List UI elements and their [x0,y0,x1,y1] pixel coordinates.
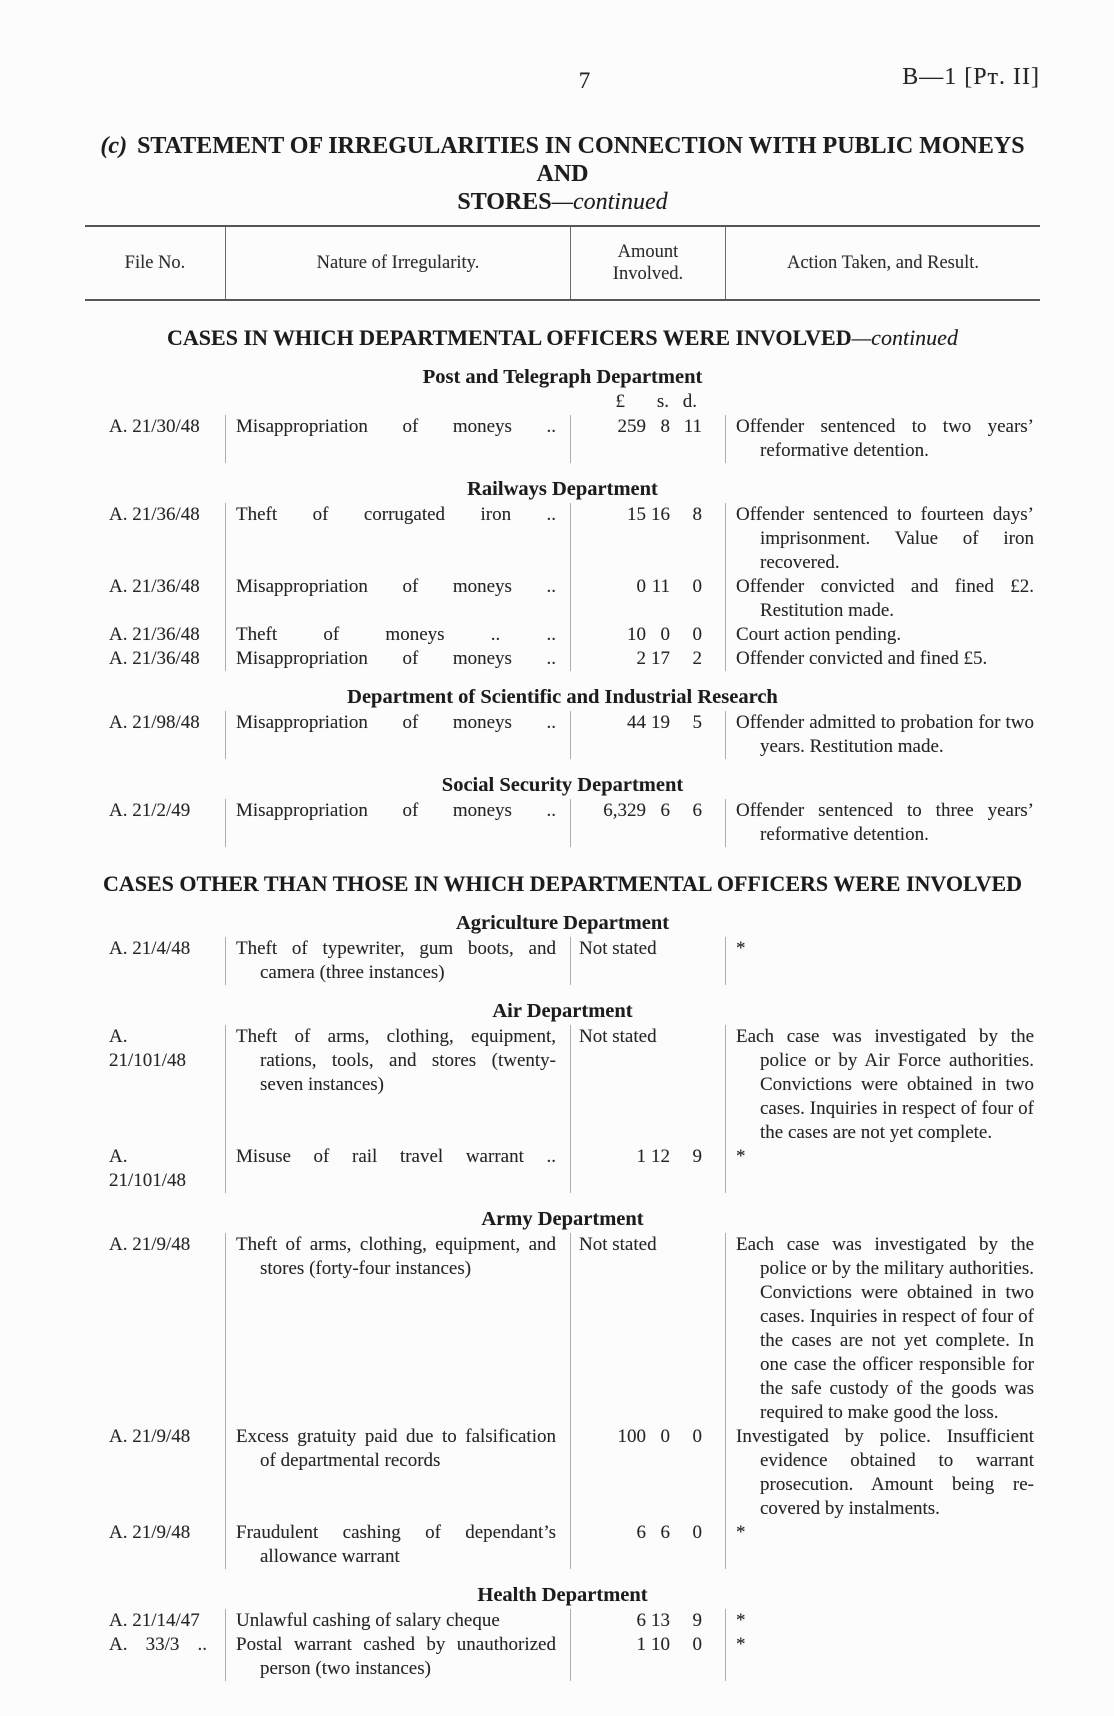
amount-pounds: 44 [627,712,646,733]
amount-pence: 8 [692,504,702,525]
file-no-cell: A. 21/36/48 [109,576,200,597]
amount-cell [570,937,725,985]
table-row [85,711,1040,759]
file-no-cell: A. 21/101/48 [109,1146,187,1191]
file-no-cell: A. 21/9/48 [109,1426,191,1447]
column-header-amount-line2: Involved. [612,264,684,284]
nature-cell: Theft of arms, clothing, equipment, and stores (forty-four instances) [225,1233,570,1425]
document-reference: B—1 [Pᴛ. II] [902,64,1040,90]
column-header-nature-label: Nature of Irregularity. [316,253,480,273]
table-row [85,503,1040,575]
action-cell: Offender convicted and fined £5. [725,647,1040,671]
column-header-file-no: File No. [124,253,186,273]
action-cell: Each case was investigated by the police or by Air Force authorities. Convictions were obtained in two cases. Inquiries in respect of four of the cases are not yet complete. [725,1025,1040,1145]
section-heading-text: CASES IN WHICH DEPARTMENTAL OFFICERS WERE INVOLVED [167,325,852,350]
nature-cell: Misappropriation of moneys .. [225,711,570,759]
column-header-action-label: Action Taken, and Result. [786,253,980,273]
section-heading [85,871,1040,897]
page-number: 7 [578,68,591,93]
title-text: STATEMENT OF IRREGULARITIES IN CONNECTION WITH PUBLIC MONEYS AND [137,133,1025,187]
statement-title-line1 [85,132,1040,188]
amount-pence: 5 [692,712,702,733]
amount-pounds: 0 [636,576,646,597]
nature-cell: Misuse of rail travel warrant .. [225,1145,570,1193]
amount-pence: 9 [692,1146,702,1167]
amount-shillings: 0 [660,624,670,645]
amount-shillings: 17 [651,648,670,669]
table-row [85,937,1040,985]
department-heading: Railways Department [467,478,658,500]
amount-pence: 6 [692,800,702,821]
column-header-amount [570,227,725,299]
amount-cell [570,1633,725,1681]
file-no-cell: A. 21/14/47 [109,1610,200,1631]
department-heading: Department of Scientific and Industrial Research [347,686,778,708]
nature-cell: Misappropriation of moneys .. [225,575,570,623]
amount-pence: 0 [692,1522,702,1543]
file-no-cell: A. 21/2/49 [109,800,191,821]
currency-header-row [85,391,1040,415]
amount-shillings: 16 [651,504,670,525]
column-header-nature [225,227,570,299]
table-header-row [85,225,1040,301]
table-row [85,1025,1040,1145]
amount-shillings: 19 [651,712,670,733]
nature-cell: Excess gratuity paid due to falsification of departmental records [225,1425,570,1521]
action-cell: * [725,937,1040,985]
statement-title-line2 [85,188,1040,216]
amount-shillings: 10 [651,1634,670,1655]
amount-pence: 11 [683,416,702,437]
column-header-action [725,227,1040,299]
title-continued: —continued [551,189,668,215]
nature-cell: Misappropriation of moneys .. [225,647,570,671]
department-heading: Agriculture Department [455,912,670,934]
amount-shillings: 6 [660,1522,670,1543]
amount-cell [570,1233,725,1425]
amount-cell [570,711,725,759]
pounds-symbol: £ [615,391,625,412]
amount-not-stated: Not stated [579,938,657,959]
file-no-cell: A. 21/98/48 [109,712,200,733]
file-no-cell: A. 21/9/48 [109,1234,191,1255]
amount-cell [570,1521,725,1569]
file-no-cell: A. 21/4/48 [109,938,191,959]
table-row [85,1145,1040,1193]
amount-shillings: 8 [660,416,670,437]
amount-cell [570,415,725,463]
table-row [85,1521,1040,1569]
action-cell: * [725,1633,1040,1681]
amount-pounds: 1 [636,1634,646,1655]
action-cell: * [725,1521,1040,1569]
file-no-cell: A. 33/3 .. [109,1634,207,1655]
currency-spacer-action [725,391,1040,415]
amount-shillings: 0 [660,1426,670,1447]
department-heading: Army Department [481,1208,644,1230]
amount-pounds: 100 [617,1426,646,1447]
table-row [85,1425,1040,1521]
column-header-amount-line1: Amount [617,242,679,262]
amount-cell [570,1425,725,1521]
amount-pence: 0 [692,576,702,597]
amount-pounds: 6 [636,1522,646,1543]
amount-pounds: 6 [636,1610,646,1631]
amount-cell [570,623,725,647]
amount-cell [570,1025,725,1145]
file-no-cell: A. 21/9/48 [109,1522,191,1543]
nature-cell: Theft of arms, clothing, equipment, rations, tools, and stores (twenty-seven instances) [225,1025,570,1145]
nature-cell: Misappropriation of moneys .. [225,799,570,847]
table-row [85,623,1040,647]
amount-cell [570,799,725,847]
nature-cell: Theft of corrugated iron .. [225,503,570,575]
amount-pence: 0 [692,1634,702,1655]
department-heading: Post and Telegraph Department [422,366,703,388]
currency-spacer-file [85,391,225,415]
table-row [85,1633,1040,1681]
amount-shillings: 11 [651,576,670,597]
action-cell: Court action pending. [725,623,1040,647]
file-no-cell: A. 21/101/48 [109,1026,187,1071]
action-cell: Offender sentenced to three years’ reformative detention. [725,799,1040,847]
amount-pence: 0 [692,624,702,645]
amount-cell [570,1609,725,1633]
nature-cell: Misappropriation of moneys .. [225,415,570,463]
nature-cell: Fraudulent cashing of dependant’s allowance warrant [225,1521,570,1569]
action-cell: * [725,1609,1040,1633]
action-cell: Offender admitted to probation for two years. Restitution made. [725,711,1040,759]
amount-cell [570,647,725,671]
nature-cell: Theft of moneys .. .. [225,623,570,647]
amount-shillings: 6 [660,800,670,821]
table-row [85,1233,1040,1425]
department-heading: Health Department [477,1584,648,1606]
currency-spacer-nature [225,391,570,415]
table-row [85,799,1040,847]
nature-cell: Theft of typewriter, gum boots, and camera (three instances) [225,937,570,985]
action-cell: Offender sentenced to fourteen days’ imprisonment. Value of iron recovered. [725,503,1040,575]
amount-cell [570,575,725,623]
table-row [85,1609,1040,1633]
amount-not-stated: Not stated [579,1026,657,1047]
amount-not-stated: Not stated [579,1234,657,1255]
action-cell: * [725,1145,1040,1193]
amount-shillings: 13 [651,1610,670,1631]
file-no-cell: A. 21/30/48 [109,416,200,437]
department-heading: Social Security Department [441,774,684,796]
file-no-cell: A. 21/36/48 [109,624,200,645]
section-heading-continued: —continued [851,325,958,350]
nature-cell: Unlawful cashing of salary cheque [225,1609,570,1633]
section-heading [85,325,1040,351]
table-row [85,647,1040,671]
amount-pounds: 10 [627,624,646,645]
nature-cell: Postal warrant cashed by unauthorized person (two instances) [225,1633,570,1681]
pence-symbol: d. [682,391,697,412]
currency-symbols [570,391,725,415]
amount-pounds: 2 [636,648,646,669]
amount-pounds: 6,329 [603,800,646,821]
amount-cell [570,1145,725,1193]
file-no-cell: A. 21/36/48 [109,504,200,525]
item-letter: (c) [100,133,128,159]
amount-pounds: 259 [617,416,646,437]
table-row [85,575,1040,623]
amount-pence: 2 [692,648,702,669]
table-row [85,415,1040,463]
statement-title [85,132,1040,216]
action-cell: Each case was investigated by the police or by the military authorities. Convictions were obtained in two cases. Inquiries in respect of four of the cases are not yet complete. In one case the officer responsible for the safe custody of the goods was required to make good the loss. [725,1233,1040,1425]
action-cell: Investigated by police. Insufficient evidence obtained to warrant prosecution. Amount being recovered by instalments. [725,1425,1040,1521]
file-no-cell: A. 21/36/48 [109,648,200,669]
amount-pence: 0 [692,1426,702,1447]
action-cell: Offender sentenced to two years’ reformative detention. [725,415,1040,463]
running-head [85,64,1040,102]
department-heading: Air Department [492,1000,633,1022]
page-content [85,0,1040,1681]
table-body [85,325,1040,1681]
amount-shillings: 12 [651,1146,670,1167]
action-cell: Offender convicted and fined £2. Restitution made. [725,575,1040,623]
amount-pounds: 1 [636,1146,646,1167]
amount-cell [570,503,725,575]
amount-pence: 9 [692,1610,702,1631]
title-text-stores: STORES [457,189,552,215]
section-heading-text: CASES OTHER THAN THOSE IN WHICH DEPARTMENTAL OFFICERS WERE INVOLVED [102,871,1023,896]
shillings-symbol: s. [656,391,669,412]
amount-pounds: 15 [627,504,646,525]
